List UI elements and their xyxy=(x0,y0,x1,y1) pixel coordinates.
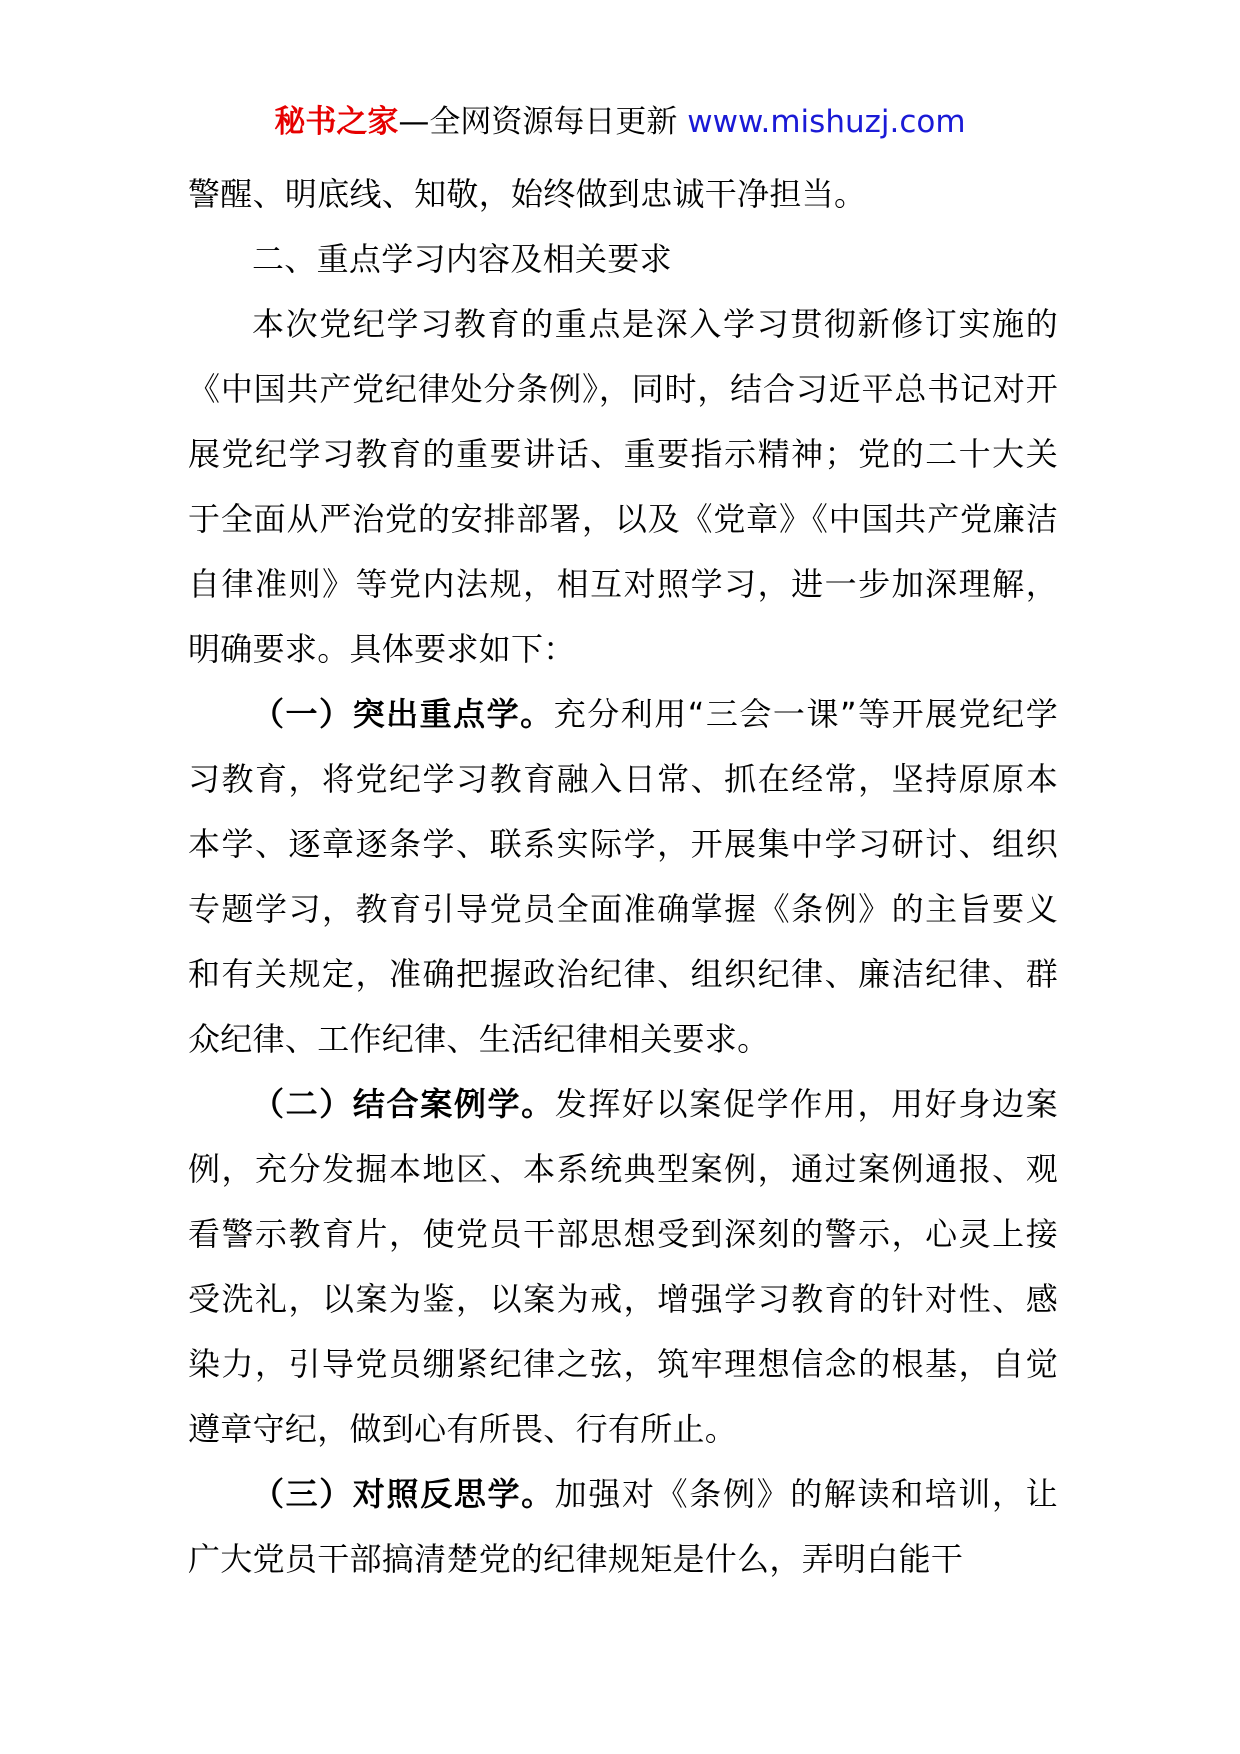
item-heading: （二）结合案例学。 xyxy=(252,1085,555,1123)
site-slogan: —全网资源每日更新 xyxy=(398,104,688,140)
site-brand: 秘书之家 xyxy=(274,104,399,140)
section-heading xyxy=(188,227,1058,292)
paragraph-intro xyxy=(188,292,1058,682)
paragraph-item-2 xyxy=(188,1072,1058,1462)
paragraph-text: 本次党纪学习教育的重点是深入学习贯彻新修订实施的《中国共产党纪律处分条例》，同时，结合习近平总书记对开展党纪学习教育的重要讲话、重要指示精神；党的二十大关于全面从严治党的安排部署，以及《党章》《中国共产党廉洁自律准则》等党内法规，相互对照学习，进一步加深理解，明确要求。具体要求如下： xyxy=(188,305,1058,668)
item-heading: （一）突出重点学。 xyxy=(252,695,554,733)
item-heading: （三）对照反思学。 xyxy=(252,1475,555,1513)
paragraph-text: 警醒、明底线、知敬，始终做到忠诚干净担当。 xyxy=(188,175,867,213)
paragraph-item-1 xyxy=(188,682,1058,1072)
item-text: 充分利用“三会一课”等开展党纪学习教育，将党纪学习教育融入日常、抓在经常，坚持原原本本学、逐章逐条学、联系实际学，开展集中学习研讨、组织专题学习，教育引导党员全面准确掌握《条例》的主旨要义和有关规定，准确把握政治纪律、组织纪律、廉洁纪律、群众纪律、工作纪律、生活纪律相关要求。 xyxy=(188,695,1058,1058)
paragraph-item-3 xyxy=(188,1462,1058,1592)
document-body xyxy=(188,162,1058,1592)
item-text: 发挥好以案促学作用，用好身边案例，充分发掘本地区、本系统典型案例，通过案例通报、观看警示教育片，使党员干部思想受到深刻的警示，心灵上接受洗礼，以案为鉴，以案为戒，增强学习教育的针对性、感染力，引导党员绷紧纪律之弦，筑牢理想信念的根基，自觉遵章守纪，做到心有所畏、行有所止。 xyxy=(188,1085,1058,1448)
site-banner xyxy=(0,100,1240,144)
paragraph-continuation xyxy=(188,162,1058,227)
section-heading-text: 二、重点学习内容及相关要求 xyxy=(252,240,672,278)
item-text: 加强对《条例》的解读和培训，让广大党员干部搞清楚党的纪律规矩是什么，弄明白能干 xyxy=(188,1475,1058,1578)
site-url[interactable]: www.mishuzj.com xyxy=(687,104,966,140)
